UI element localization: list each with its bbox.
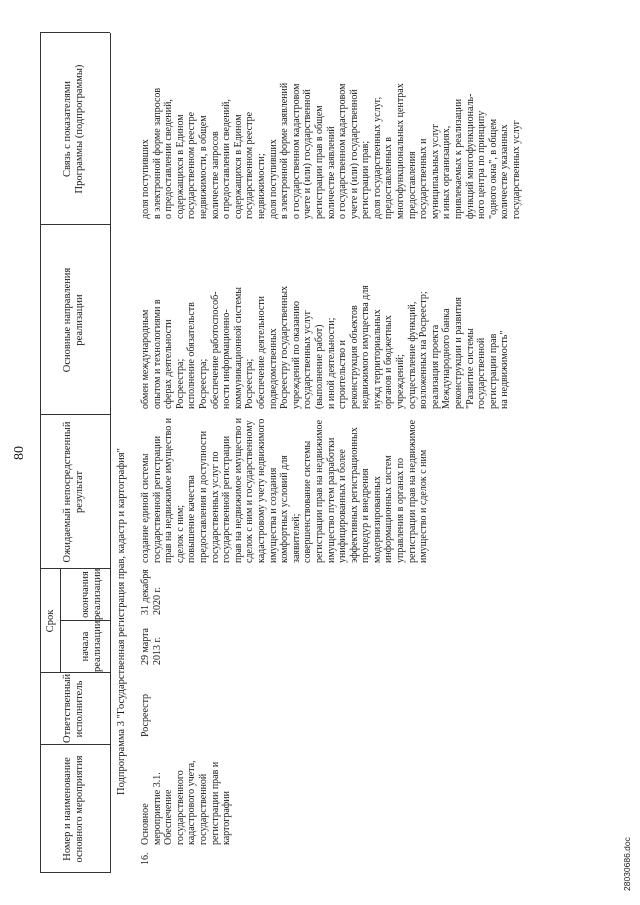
row-directions-line: нужд территориальных (371, 309, 383, 409)
row-directions-line: коммуникационной системы (232, 286, 244, 409)
page-number: 80 (12, 446, 27, 460)
row-link-line: функций многофункциональ- (464, 93, 476, 219)
row-directions-line: регистрации прав (487, 333, 499, 409)
row-result-line: регистрации прав на недвижимое (406, 419, 418, 563)
row-directions-line: реконструкции и развития (453, 297, 465, 409)
header-name-line: Номер и наименование (62, 757, 73, 861)
row-name-line: кадастрового учета, (186, 760, 198, 845)
row-directions-line: сферах деятельности (163, 319, 175, 409)
row-start-line: 2013 г. (151, 637, 163, 665)
row-result-line: процедур и внедрения (360, 468, 372, 563)
row-directions-line: обмен международным (140, 309, 151, 409)
header-result-line: результат (74, 470, 85, 514)
header-end (80, 569, 104, 620)
row-result-line: имущества и создания (267, 467, 279, 563)
header-directions-line: реализации (74, 294, 85, 346)
row-result-line: создание единой системы (140, 453, 151, 563)
row-link-line: государственных и (418, 138, 430, 219)
row-link-line: доля поступивших (140, 139, 151, 219)
row-link (140, 33, 523, 219)
row-directions-line: (выполнение работ) (313, 324, 325, 409)
row-name-line: государственной (197, 773, 209, 845)
row-directions-line: Международного банка (441, 308, 453, 409)
row-result-line: информационных систем (383, 455, 395, 563)
header-link (62, 35, 86, 223)
row-directions-line: обеспечение работоспособ- (209, 291, 221, 409)
col-divider-8 (40, 32, 110, 33)
row-result-line: унифицированных и более (337, 449, 349, 563)
row-start-line: 29 марта (140, 628, 151, 665)
row-result-line: сделок с ним; (174, 504, 186, 563)
row-directions-line: Росреестру государственных (279, 285, 291, 409)
row-directions-line: учреждений; (395, 354, 407, 409)
row-link-line: доля государственных услуг, (371, 96, 383, 219)
row-directions-line: и иной деятельности; (325, 317, 337, 409)
row-link-line: муниципальных услуг (429, 123, 441, 219)
col-divider-1 (40, 872, 110, 873)
subprogram-title: Подпрограмма 3 "Государственная регистрация прав, кадастр и картография" (116, 448, 127, 795)
row-link-line: ного центра по принципу (476, 110, 488, 219)
table-top-border (40, 33, 41, 873)
row-result-line: модернизированных (371, 475, 383, 563)
row-link-line: государственном реестре (186, 111, 198, 219)
row-link-line: в электронной форме заявлений (279, 82, 291, 219)
row-result-line: имущество и сделок с ним (418, 449, 430, 563)
row-link-line: предоставленных в (383, 136, 395, 219)
row-directions-line: строительство и (337, 340, 349, 409)
row-directions-line: государственных услуг (302, 310, 314, 409)
srok-divider (60, 569, 61, 673)
row-executor: Росреестр (140, 693, 151, 737)
header-start-line: начала (80, 631, 91, 662)
row-link-line: доля поступивших (267, 139, 279, 219)
row-link-line: количестве запросов (209, 131, 221, 219)
header-end-line: реализации (92, 568, 103, 620)
row-link-line: государственном реестре (244, 111, 256, 219)
row-link-line: "одного окна", в общем (487, 118, 499, 219)
row-result-line: комфортных условий для (279, 455, 291, 563)
row-directions-line: органов и бюджетных (383, 315, 395, 409)
row-result-line: эффективных регистрационных (348, 427, 360, 563)
document-id: 28030686.doc (622, 837, 632, 891)
row-link-line: недвижимости; (255, 153, 267, 219)
row-result-line: совершенствование системы (302, 440, 314, 563)
header-directions-line: Основные направления (62, 267, 73, 373)
row-end-line: 2020 г. (151, 587, 163, 615)
row-directions-line: учреждений по оказанию (290, 300, 302, 409)
row-result-line: кадастровому учету недвижимого (255, 418, 267, 563)
row-directions-line: на недвижимость" (499, 330, 511, 409)
row-result-line: государственной регистрации (151, 435, 163, 563)
row-directions-line: реализация проекта (429, 324, 441, 409)
row-directions (140, 227, 511, 409)
header-link-line: Программы (подпрограммы) (74, 64, 85, 194)
row-directions-line: осуществление функций, (406, 301, 418, 409)
row-name-line: государственного (174, 770, 186, 845)
row-end-date (140, 569, 163, 615)
row-link-line: учете и (или) государственной (348, 89, 360, 219)
row-link-line: предоставления (406, 151, 418, 219)
row-link-line: о государственном кадастровом (337, 83, 349, 219)
header-name (62, 749, 86, 869)
row-name-line: регистрации прав и (209, 761, 221, 845)
row-result-line: повышение качества (186, 475, 198, 563)
row-name-line: Основное (140, 803, 151, 845)
row-directions-line: государственной (476, 337, 488, 409)
row-directions-line: Росреестра; (197, 358, 209, 409)
row-result-line: заявителей; (290, 513, 302, 563)
row-directions-line: реконструкция объектов (348, 305, 360, 409)
row-link-line: и иных организациях, (441, 125, 453, 219)
row-result-line: государственных услуг по (209, 451, 221, 563)
header-start-line: реализации (92, 620, 103, 672)
col-divider-7 (40, 224, 110, 225)
row-result (140, 417, 430, 563)
row-directions-line: недвижимого имущества для (360, 285, 372, 409)
row-name (140, 747, 233, 845)
row-result-line: государственной регистрации (221, 435, 233, 563)
row-start-date (140, 628, 163, 665)
row-result-line: предоставления и доступности (197, 430, 209, 563)
row-result-line: регистрации прав на недвижимое (313, 419, 325, 563)
row-directions-line: Росреестра; (174, 358, 186, 409)
header-link-line: Связь с показателями (62, 80, 73, 178)
row-link-line: учете и (или) государственной (302, 89, 314, 219)
row-directions-line: подведомственных (267, 328, 279, 409)
header-result-line: Ожидаемый непосредственный (62, 421, 73, 563)
header-executor-line: Ответственный (62, 673, 73, 743)
row-directions-line: Росреестра; (244, 358, 256, 409)
row-link-line: количестве заявлений (325, 126, 337, 219)
row-directions-line: опытом и технологиями в (151, 299, 163, 409)
row-name-line: мероприятие 3.1. (151, 772, 163, 845)
row-result-line: имущество путем разработки (325, 437, 337, 563)
row-end-line: 31 декабря (140, 569, 151, 615)
row-directions-line: возложенных на Росреестр; (418, 291, 430, 409)
row-link-line: содержащихся в Едином (174, 114, 186, 219)
header-result (62, 417, 86, 567)
row-link-line: многофункциональных центрах (395, 83, 407, 219)
header-executor (62, 675, 86, 743)
row-link-line: количестве указанных (499, 124, 511, 219)
row-result-line: управления в органах по (395, 457, 407, 563)
row-name-line: картографии (221, 791, 233, 845)
row-name-line: Обеспечение (163, 789, 175, 845)
row-result-line: сделок с ним и государственному (244, 420, 256, 563)
row-directions-line: "Развитие системы (464, 328, 476, 409)
row-link-line: недвижимости, в общем (197, 115, 209, 219)
header-executor-line: исполнитель (74, 680, 85, 738)
row-link-line: о предоставлении сведений, (221, 99, 233, 219)
header-start (80, 621, 104, 672)
col-divider-6 (40, 414, 110, 415)
row-directions-line: ности информационно- (221, 309, 233, 409)
row-result-line: прав на недвижимое имущество и (232, 417, 244, 563)
row-link-line: о предоставлении сведений, (163, 99, 175, 219)
header-directions (62, 227, 86, 413)
row-directions-line: исполнение обязательств (186, 302, 198, 409)
header-name-line: основного мероприятия (74, 755, 85, 863)
header-srok: Срок (45, 609, 56, 633)
row-link-line: привлекаемых к реализации (453, 98, 465, 219)
row-link-line: регистрации прав; (360, 140, 372, 219)
row-link-line: содержащихся в Едином (232, 114, 244, 219)
row-link-line: регистрации прав в общем (313, 105, 325, 219)
row-link-line: в электронной форме запросов (151, 87, 163, 219)
header-end-line: окончания (80, 571, 91, 618)
row-result-line: прав на недвижимое имущество и (163, 417, 175, 563)
col-divider-2 (40, 744, 110, 745)
header-bottom-border (110, 33, 111, 873)
row-number: 16. (140, 852, 151, 865)
row-link-line: о государственном кадастровом (290, 83, 302, 219)
row-link-line: государственных услуг (511, 120, 522, 219)
row-directions-line: обеспечение деятельности (255, 296, 267, 409)
